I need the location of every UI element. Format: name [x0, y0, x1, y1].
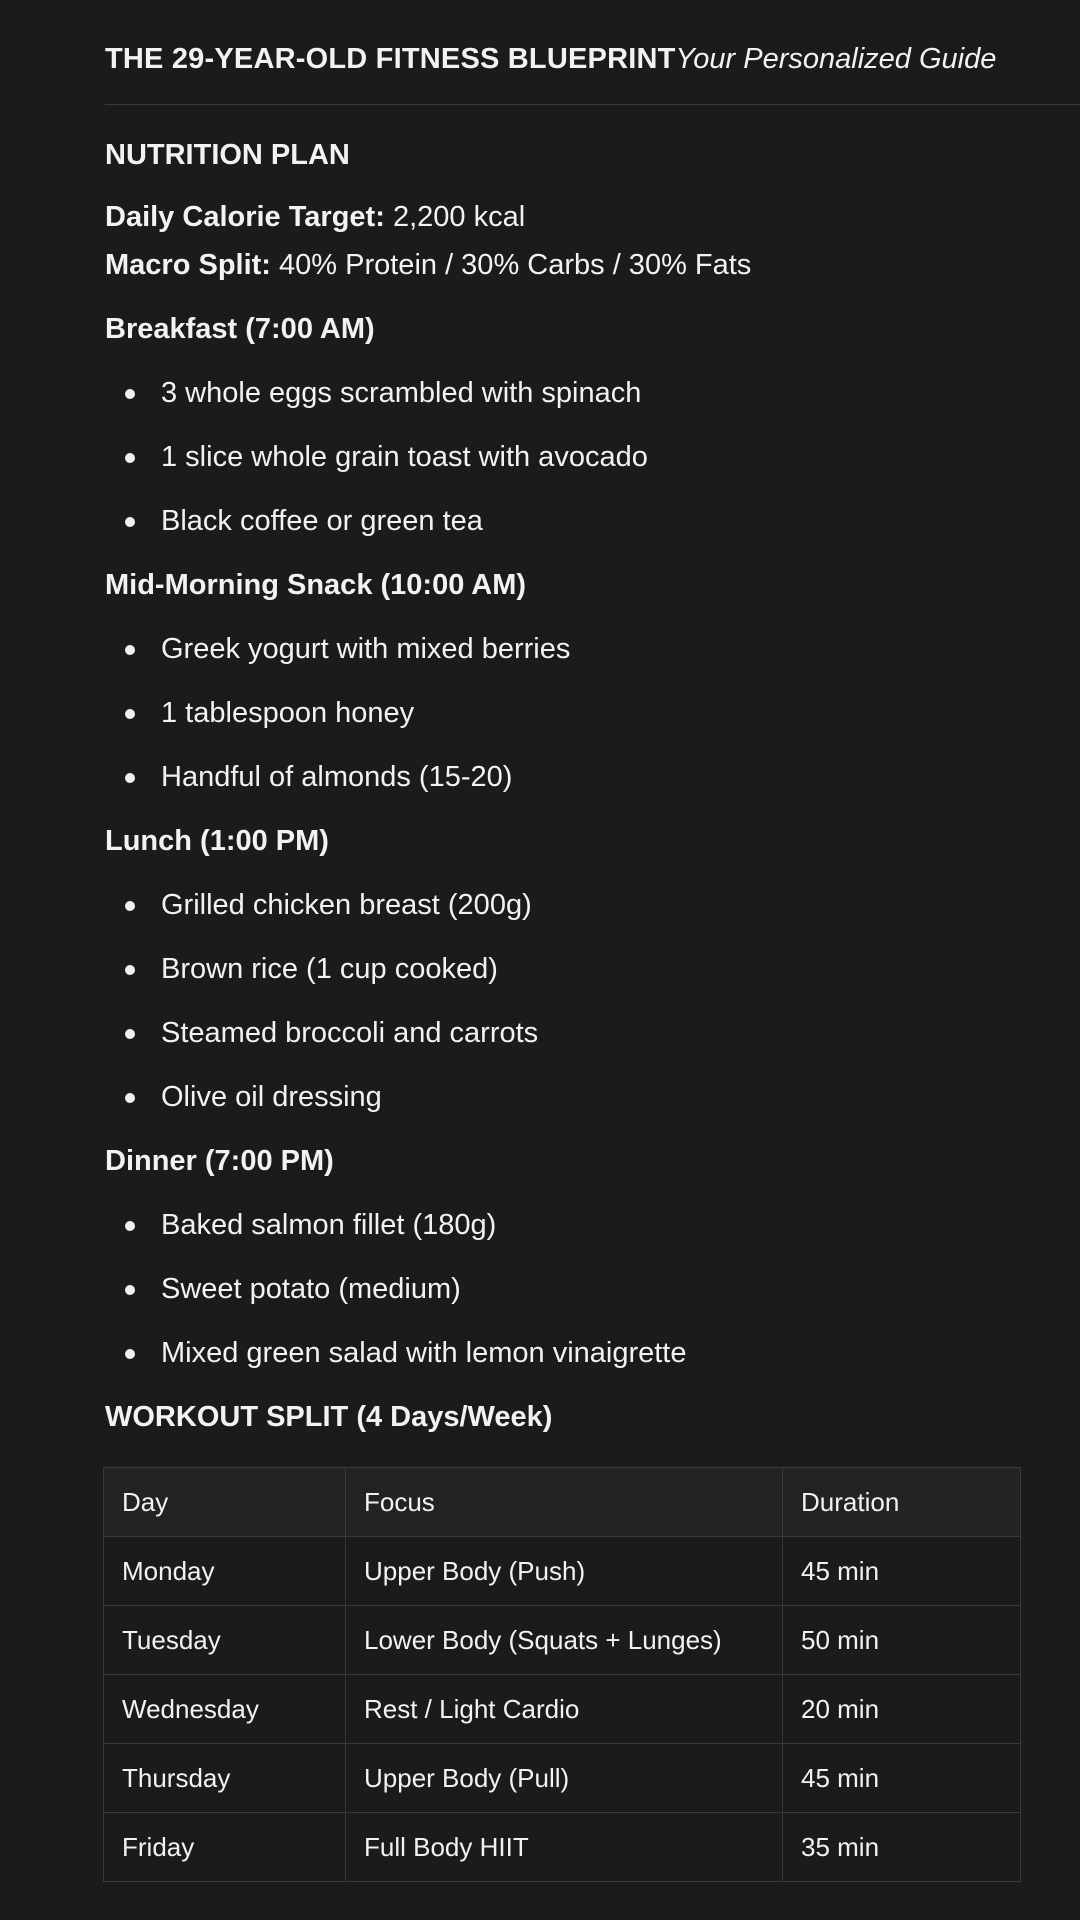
document-title: THE 29-YEAR-OLD FITNESS BLUEPRINT — [105, 43, 676, 75]
document-page — [105, 0, 1080, 1882]
nutrition-section-title: NUTRITION PLAN — [105, 139, 350, 171]
list-item: Baked salmon fillet (180g) — [105, 1208, 1080, 1242]
table-row — [104, 1606, 1021, 1675]
calorie-target-label: Daily Calorie Target: — [105, 201, 385, 233]
meal-title-snack: Mid-Morning Snack (10:00 AM) — [105, 569, 527, 601]
calorie-target-line — [105, 200, 1080, 234]
table-row — [104, 1813, 1021, 1882]
table-cell-duration: 35 min — [783, 1813, 1021, 1882]
table-cell-focus: Full Body HIIT — [346, 1813, 783, 1882]
list-item: 3 whole eggs scrambled with spinach — [105, 376, 1080, 410]
meal-list-snack — [105, 632, 1080, 794]
meal-title-dinner: Dinner (7:00 PM) — [105, 1145, 334, 1177]
document-subtitle: Your Personalized Guide — [675, 43, 997, 75]
list-item: Olive oil dressing — [105, 1080, 1080, 1114]
macro-split-line — [105, 248, 1080, 282]
table-cell-day: Tuesday — [104, 1606, 346, 1675]
table-cell-focus: Lower Body (Squats + Lunges) — [346, 1606, 783, 1675]
meal-title-lunch: Lunch (1:00 PM) — [105, 825, 329, 857]
list-item: 1 slice whole grain toast with avocado — [105, 440, 1080, 474]
calorie-target-value: 2,200 kcal — [384, 201, 526, 233]
list-item: Black coffee or green tea — [105, 504, 1080, 538]
workout-section-title: WORKOUT SPLIT (4 Days/Week) — [105, 1401, 553, 1433]
table-cell-duration: 50 min — [783, 1606, 1021, 1675]
table-cell-focus: Upper Body (Pull) — [346, 1744, 783, 1813]
list-item: Greek yogurt with mixed berries — [105, 632, 1080, 666]
table-cell-duration: 20 min — [783, 1675, 1021, 1744]
table-cell-day: Thursday — [104, 1744, 346, 1813]
list-item: 1 tablespoon honey — [105, 696, 1080, 730]
list-item: Brown rice (1 cup cooked) — [105, 952, 1080, 986]
workout-table — [103, 1467, 1021, 1882]
list-item: Grilled chicken breast (200g) — [105, 888, 1080, 922]
meal-list-dinner — [105, 1208, 1080, 1370]
macro-split-value: 40% Protein / 30% Carbs / 30% Fats — [270, 249, 752, 281]
table-cell-day: Wednesday — [104, 1675, 346, 1744]
document-header — [105, 0, 1080, 105]
table-row — [104, 1537, 1021, 1606]
table-cell-focus: Upper Body (Push) — [346, 1537, 783, 1606]
table-cell-day: Monday — [104, 1537, 346, 1606]
table-row — [104, 1744, 1021, 1813]
meal-list-lunch — [105, 888, 1080, 1114]
column-header-duration: Duration — [783, 1468, 1021, 1537]
meal-title-breakfast: Breakfast (7:00 AM) — [105, 313, 375, 345]
table-row — [104, 1675, 1021, 1744]
table-header-row — [104, 1468, 1021, 1537]
meal-list-breakfast — [105, 376, 1080, 538]
list-item: Sweet potato (medium) — [105, 1272, 1080, 1306]
list-item: Mixed green salad with lemon vinaigrette — [105, 1336, 1080, 1370]
list-item: Handful of almonds (15-20) — [105, 760, 1080, 794]
macro-split-label: Macro Split: — [105, 249, 271, 281]
table-cell-duration: 45 min — [783, 1744, 1021, 1813]
column-header-focus: Focus — [346, 1468, 783, 1537]
column-header-day: Day — [104, 1468, 346, 1537]
list-item: Steamed broccoli and carrots — [105, 1016, 1080, 1050]
table-cell-duration: 45 min — [783, 1537, 1021, 1606]
table-cell-focus: Rest / Light Cardio — [346, 1675, 783, 1744]
table-cell-day: Friday — [104, 1813, 346, 1882]
